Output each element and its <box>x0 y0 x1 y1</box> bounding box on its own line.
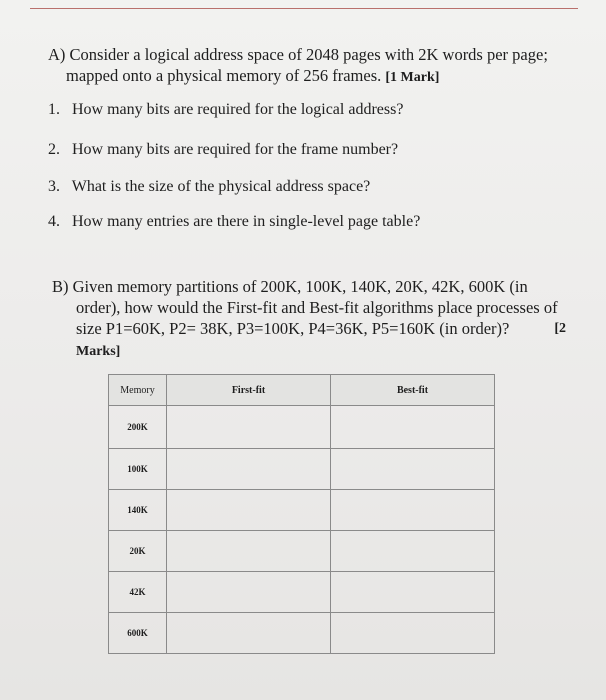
first-fit-cell[interactable] <box>167 406 331 449</box>
question-2 <box>48 140 398 160</box>
section-a-mark: [1 Mark] <box>385 70 440 85</box>
question-text: What is the size of the physical address space? <box>71 178 371 195</box>
table-header-row <box>109 375 495 406</box>
memory-cell: 140K <box>109 490 167 531</box>
first-fit-cell[interactable] <box>167 572 331 613</box>
question-4 <box>48 212 420 232</box>
table-row <box>109 406 495 449</box>
section-b-mark-close: Marks] <box>76 344 121 359</box>
section-b-line1: B) Given memory partitions of 200K, 100K, 140K, 20K, 42K, 600K (in <box>52 277 528 296</box>
question-number: 1. <box>48 101 60 118</box>
question-text: How many entries are there in single-level page table? <box>72 213 421 230</box>
best-fit-cell[interactable] <box>331 490 495 531</box>
table-row <box>109 531 495 572</box>
question-number: 3. <box>48 178 60 195</box>
section-b-mark-open: [2 <box>554 321 566 336</box>
best-fit-cell[interactable] <box>331 572 495 613</box>
table-row <box>109 572 495 613</box>
section-b-line3: size P1=60K, P2= 38K, P3=100K, P4=36K, P5=160K (in order)? <box>76 319 510 338</box>
question-3 <box>48 177 370 197</box>
allocation-table <box>108 374 495 654</box>
section-a-line1: A) Consider a logical address space of 2048 pages with 2K words per page; <box>48 45 548 64</box>
header-best-fit: Best-fit <box>331 375 495 406</box>
memory-cell: 200K <box>109 406 167 449</box>
first-fit-cell[interactable] <box>167 490 331 531</box>
memory-cell: 20K <box>109 531 167 572</box>
table-row <box>109 613 495 654</box>
section-b-line2: order), how would the First-fit and Best-fit algorithms place processes of <box>76 298 558 317</box>
memory-cell: 100K <box>109 449 167 490</box>
memory-cell: 600K <box>109 613 167 654</box>
question-text: How many bits are required for the logical address? <box>72 101 404 118</box>
top-rule <box>30 8 578 9</box>
section-a-prompt <box>48 44 588 88</box>
question-1 <box>48 100 403 120</box>
table-row <box>109 449 495 490</box>
header-memory: Memory <box>109 375 167 406</box>
first-fit-cell[interactable] <box>167 449 331 490</box>
best-fit-cell[interactable] <box>331 613 495 654</box>
best-fit-cell[interactable] <box>331 449 495 490</box>
first-fit-cell[interactable] <box>167 531 331 572</box>
section-b-prompt <box>52 276 572 362</box>
best-fit-cell[interactable] <box>331 531 495 572</box>
question-number: 2. <box>48 141 60 158</box>
question-number: 4. <box>48 213 60 230</box>
first-fit-cell[interactable] <box>167 613 331 654</box>
section-a-line2: mapped onto a physical memory of 256 frames. <box>66 66 382 85</box>
memory-cell: 42K <box>109 572 167 613</box>
table-row <box>109 490 495 531</box>
header-first-fit: First-fit <box>167 375 331 406</box>
best-fit-cell[interactable] <box>331 406 495 449</box>
question-text: How many bits are required for the frame number? <box>72 141 399 158</box>
